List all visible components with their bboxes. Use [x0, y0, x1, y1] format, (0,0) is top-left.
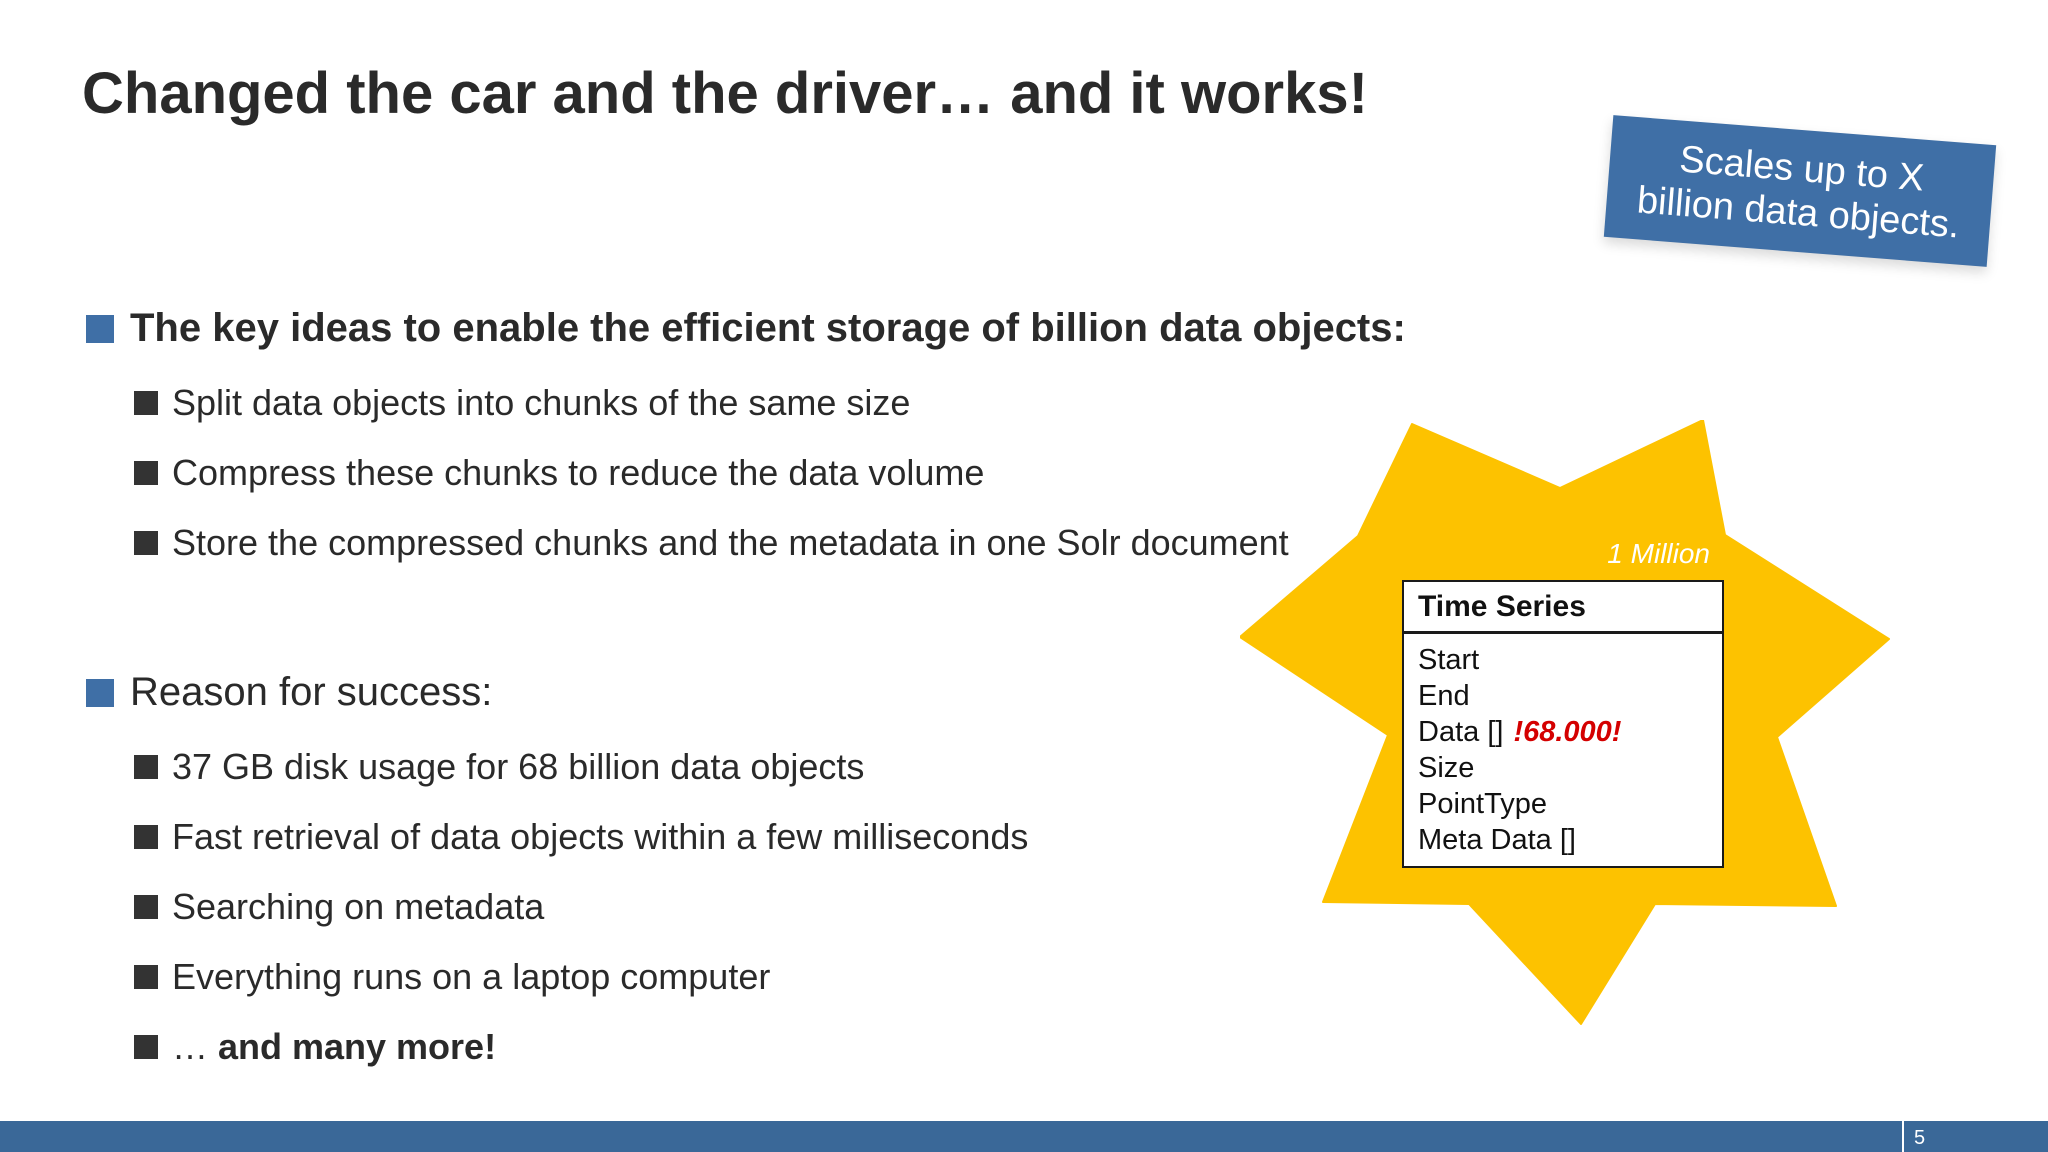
bullet-square-icon [134, 391, 158, 415]
bullet-square-icon [134, 825, 158, 849]
footer-divider [1902, 1121, 1904, 1152]
list-item-text: Searching on metadata [172, 886, 545, 927]
list-item [134, 452, 984, 494]
data-count-highlight: !68.000! [1513, 716, 1622, 748]
field-metadata: Meta Data [] [1418, 824, 1576, 856]
field-start: Start [1418, 644, 1480, 676]
list-item [134, 1026, 496, 1068]
field-data-label: Data [] [1418, 716, 1504, 748]
section1-heading [86, 306, 1406, 351]
list-item [134, 746, 864, 788]
list-item-text: Fast retrieval of data objects within a few milliseconds [172, 816, 1029, 857]
bullet-square-icon [134, 965, 158, 989]
bullet-square-icon [134, 895, 158, 919]
callout-text: Scales up to X billion data objects. [1635, 138, 1962, 247]
list-item [134, 956, 770, 998]
time-series-box [1402, 580, 1724, 868]
bullet-square-icon [134, 531, 158, 555]
bullet-square-icon [86, 679, 114, 707]
list-item-text: Split data objects into chunks of the same size [172, 382, 911, 423]
list-item-text: Store the compressed chunks and the metadata in one Solr document [172, 522, 1289, 563]
slide-title: Changed the car and the driver… and it works! [82, 61, 1368, 126]
list-item-prefix: … [172, 1026, 208, 1067]
list-item-text: 37 GB disk usage for 68 billion data objects [172, 746, 865, 787]
footer-bar [0, 1121, 2048, 1152]
bullet-square-icon [134, 461, 158, 485]
callout-banner [1604, 115, 1996, 267]
list-item [134, 382, 910, 424]
star-label: 1 Million [1607, 538, 1710, 569]
bullet-square-icon [134, 755, 158, 779]
section1-heading-text: The key ideas to enable the efficient storage of billion data objects: [130, 306, 1406, 350]
list-item-text: Everything runs on a laptop computer [172, 956, 771, 997]
field-pointtype: PointType [1418, 788, 1547, 820]
page-number: 5 [1914, 1127, 1926, 1149]
bullet-square-icon [134, 1035, 158, 1059]
list-item-bold-text: and many more! [218, 1026, 497, 1067]
time-series-fields [1404, 634, 1722, 858]
list-item [134, 886, 544, 928]
list-item [134, 816, 1028, 858]
list-item-text: Compress these chunks to reduce the data volume [172, 452, 985, 493]
bullet-square-icon [86, 315, 114, 343]
section2-heading-text: Reason for success: [130, 670, 493, 714]
field-size: Size [1418, 752, 1475, 784]
section2-heading [86, 670, 492, 715]
field-end: End [1418, 680, 1470, 712]
time-series-title: Time Series [1404, 582, 1722, 634]
list-item [134, 522, 1289, 564]
field-data [1418, 714, 1722, 750]
